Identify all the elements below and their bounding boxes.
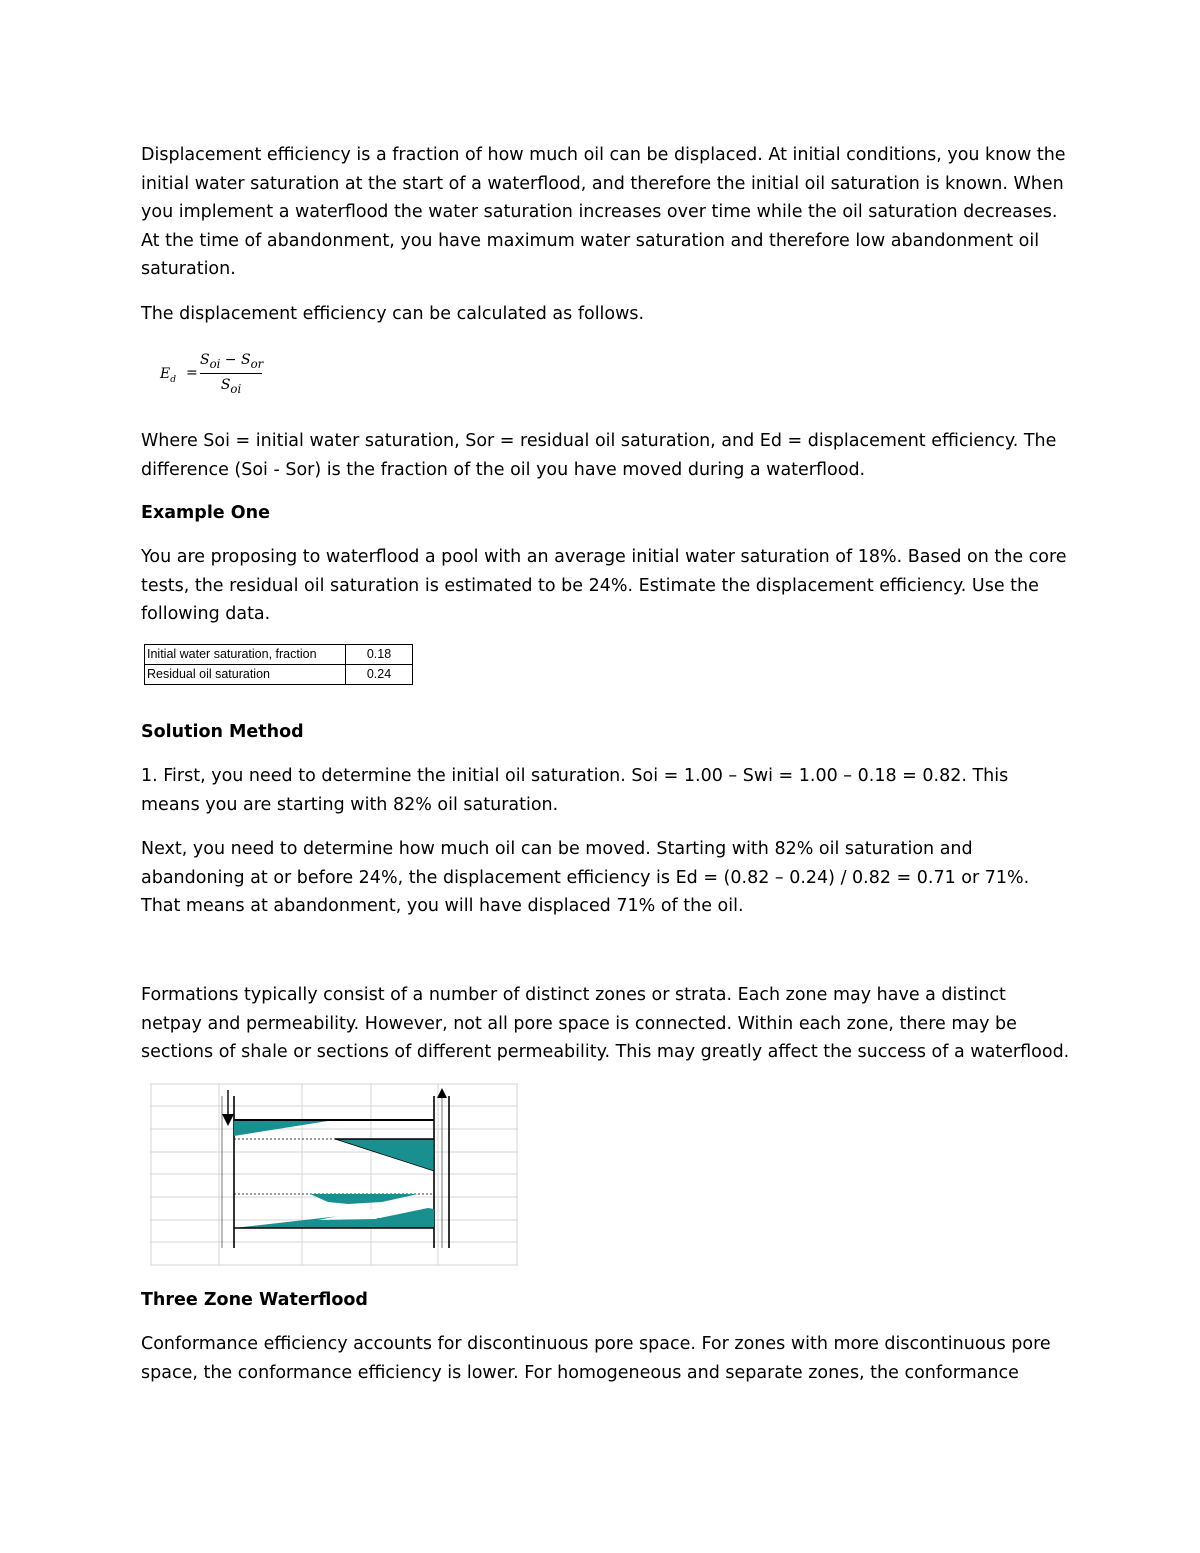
table-cell-label: Initial water saturation, fraction [145, 645, 346, 665]
displacement-efficiency-formula [160, 350, 290, 400]
table-cell-value: 0.18 [346, 645, 413, 665]
solution-step-one-paragraph: 1. First, you need to determine the initial oil saturation. Soi = 1.00 – Swi = 1.00 – 0.18 = 0.82. This means you are starting with 82% oil saturation. [141, 766, 1009, 815]
table-row [145, 665, 413, 685]
table-row [145, 645, 413, 665]
solution-method-heading: Solution Method [141, 722, 304, 742]
conformance-paragraph: Conformance efficiency accounts for discontinuous pore space. For zones with more discontinuous pore space, the conformance efficiency is lower. For homogeneous and separate zones, the conformance [141, 1334, 1051, 1383]
input-data-table [144, 644, 413, 685]
three-zone-waterflood-heading: Three Zone Waterflood [141, 1290, 368, 1310]
formula-numerator: $S_{oi} - S_{or}$ [200, 352, 264, 371]
formula-intro-paragraph: The displacement efficiency can be calculated as follows. [141, 304, 645, 324]
injection-well [222, 1090, 234, 1248]
three-zone-waterflood-diagram [150, 1082, 520, 1268]
formula-equals: = [186, 365, 198, 381]
formations-paragraph: Formations typically consist of a number of distinct zones or strata. Each zone may have a distinct netpay and permeability. However, not all pore space is connected. Within each zone, there may be sections of shale or sections of different permeability. This may greatly affect the success of a waterflood. [141, 985, 1070, 1062]
formula-lhs: $E_d$ [160, 366, 176, 385]
example-problem-paragraph: You are proposing to waterflood a pool with an average initial water saturation of 18%. Based on the core tests, the residual oil saturation is estimated to be 24%. Estimate the displacement efficiency. Use the following data. [141, 547, 1067, 624]
table-cell-label: Residual oil saturation [145, 665, 346, 685]
definitions-paragraph: Where Soi = initial water saturation, Sor = residual oil saturation, and Ed = displacement efficiency. The difference (Soi - Sor) is the fraction of the oil you have moved during a waterflood. [141, 431, 1057, 480]
intro-paragraph: Displacement efficiency is a fraction of how much oil can be displaced. At initial conditions, you know the initial water saturation at the start of a waterflood, and therefore the initial oil saturation is known. When you implement a waterflood the water saturation increases over time while the oil saturation decreases. At the time of abandonment, you have maximum water saturation and therefore low abandonment oil saturation. [141, 145, 1066, 279]
formula-denominator: $S_{oi}$ [220, 377, 242, 396]
example-one-heading: Example One [141, 503, 270, 523]
production-well [434, 1088, 449, 1248]
diagram-grid [150, 1084, 518, 1265]
table-cell-value: 0.24 [346, 665, 413, 685]
formula-fraction-bar [200, 373, 262, 374]
solution-step-two-paragraph: Next, you need to determine how much oil can be moved. Starting with 82% oil saturation and abandoning at or before 24%, the displacement efficiency is Ed = (0.82 – 0.24) / 0.82 = 0.71 or 71%. That means at abandonment, you will have displaced 71% of the oil. [141, 839, 1030, 916]
zone-two-water-lens [310, 1194, 418, 1204]
zone-one-swept-water [335, 1139, 434, 1171]
